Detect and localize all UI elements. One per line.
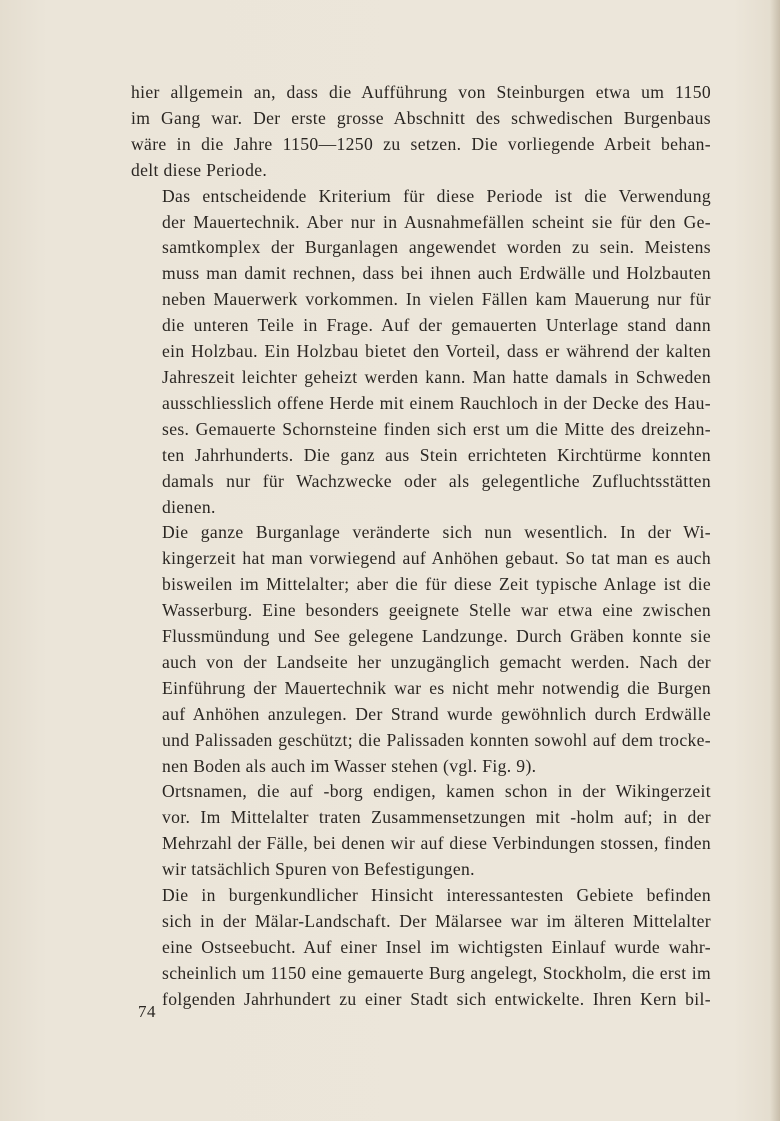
text-line: ten Jahrhunderts. Die ganz aus Stein errichteten Kirchtürme konnten <box>162 444 711 465</box>
text-line: Einführung der Mauertechnik war es nicht mehr notwendig die Burgen <box>162 677 711 698</box>
text-line: wäre in die Jahre 1150—1250 zu setzen. Die vorliegende Arbeit behan- <box>131 133 711 154</box>
text-line: und Palissaden geschützt; die Palissaden konnten sowohl auf dem trocke- <box>162 729 711 750</box>
paragraph-4 <box>131 779 711 883</box>
text-line: ein Holzbau. Ein Holzbau bietet den Vorteil, dass er während der kalten <box>162 341 711 362</box>
text-line: die unteren Teile in Frage. Auf der gemauerten Unterlage stand dann <box>162 315 711 336</box>
text-line: sich in der Mälar-Landschaft. Der Mälarsee war im älteren Mittelalter <box>162 911 711 931</box>
page-number: 74 <box>138 1002 156 1021</box>
text-line: ses. Gemauerte Schornsteine finden sich erst um die Mitte des dreizehn- <box>162 418 711 439</box>
text-line: ausschliesslich offene Herde mit einem Rauchloch in der Decke des Hau- <box>162 392 711 413</box>
text-line: scheinlich um 1150 eine gemauerte Burg angelegt, Stockholm, die erst im <box>162 962 711 983</box>
text-line: Ortsnamen, die auf -borg endigen, kamen schon in der Wikingerzeit <box>162 781 711 802</box>
text-line: Mehrzahl der Fälle, bei denen wir auf diese Verbindungen stossen, finden <box>162 833 711 854</box>
paragraph-3 <box>131 520 711 779</box>
text-line: wir tatsächlich Spuren von Befestigungen. <box>162 859 475 880</box>
text-line: kingerzeit hat man vorwiegend auf Anhöhen gebaut. So tat man es auch <box>162 548 711 569</box>
body-text <box>131 80 711 1013</box>
text-line: damals nur für Wachzwecke oder als gelegentliche Zufluchtsstätten <box>162 470 711 491</box>
text-line: Jahreszeit leichter geheizt werden kann. Man hatte damals in Schweden <box>162 366 711 387</box>
text-line: auf Anhöhen anzulegen. Der Strand wurde gewöhnlich durch Erdwälle <box>162 703 711 724</box>
text-line: samtkomplex der Burganlagen angewendet worden zu sein. Meistens <box>162 237 711 258</box>
text-line: Die in burgenkundlicher Hinsicht interessantesten Gebiete befinden <box>162 885 711 906</box>
text-line: Flussmündung und See gelegene Landzunge. Durch Gräben konnte sie <box>162 626 711 647</box>
text-line: Das entscheidende Kriterium für diese Periode ist die Verwendung <box>162 185 711 206</box>
paragraph-1 <box>131 80 711 184</box>
text-line: neben Mauerwerk vorkommen. In vielen Fällen kam Mauerung nur für <box>162 289 711 310</box>
paragraph-2 <box>131 184 711 521</box>
text-line: Die ganze Burganlage veränderte sich nun wesentlich. In der Wi- <box>162 522 711 543</box>
text-line: Wasserburg. Eine besonders geeignete Stelle war etwa eine zwischen <box>162 600 711 621</box>
text-line: dienen. <box>162 496 216 517</box>
paragraph-5 <box>131 883 711 1013</box>
text-line: auch von der Landseite her unzugänglich gemacht werden. Nach der <box>162 651 711 672</box>
text-line: nen Boden als auch im Wasser stehen (vgl. Fig. 9). <box>162 755 537 776</box>
text-line: muss man damit rechnen, dass bei ihnen auch Erdwälle und Holzbauten <box>162 263 711 284</box>
text-line: vor. Im Mittelalter traten Zusammensetzungen mit -holm auf; in der <box>162 807 711 828</box>
text-line: hier allgemein an, dass die Aufführung von Steinburgen etwa um 1150 <box>131 82 711 102</box>
text-line: folgenden Jahrhundert zu einer Stadt sich entwickelte. Ihren Kern bil- <box>162 988 711 1009</box>
text-line: delt diese Periode. <box>131 159 268 180</box>
text-line: bisweilen im Mittelalter; aber die für diese Zeit typische Anlage ist die <box>162 574 711 595</box>
text-line: eine Ostseebucht. Auf einer Insel im wichtigsten Einlauf wurde wahr- <box>162 936 711 957</box>
text-line: der Mauertechnik. Aber nur in Ausnahmefällen scheint sie für den Ge- <box>162 211 711 232</box>
text-line: im Gang war. Der erste grosse Abschnitt des schwedischen Burgenbaus <box>131 107 711 128</box>
